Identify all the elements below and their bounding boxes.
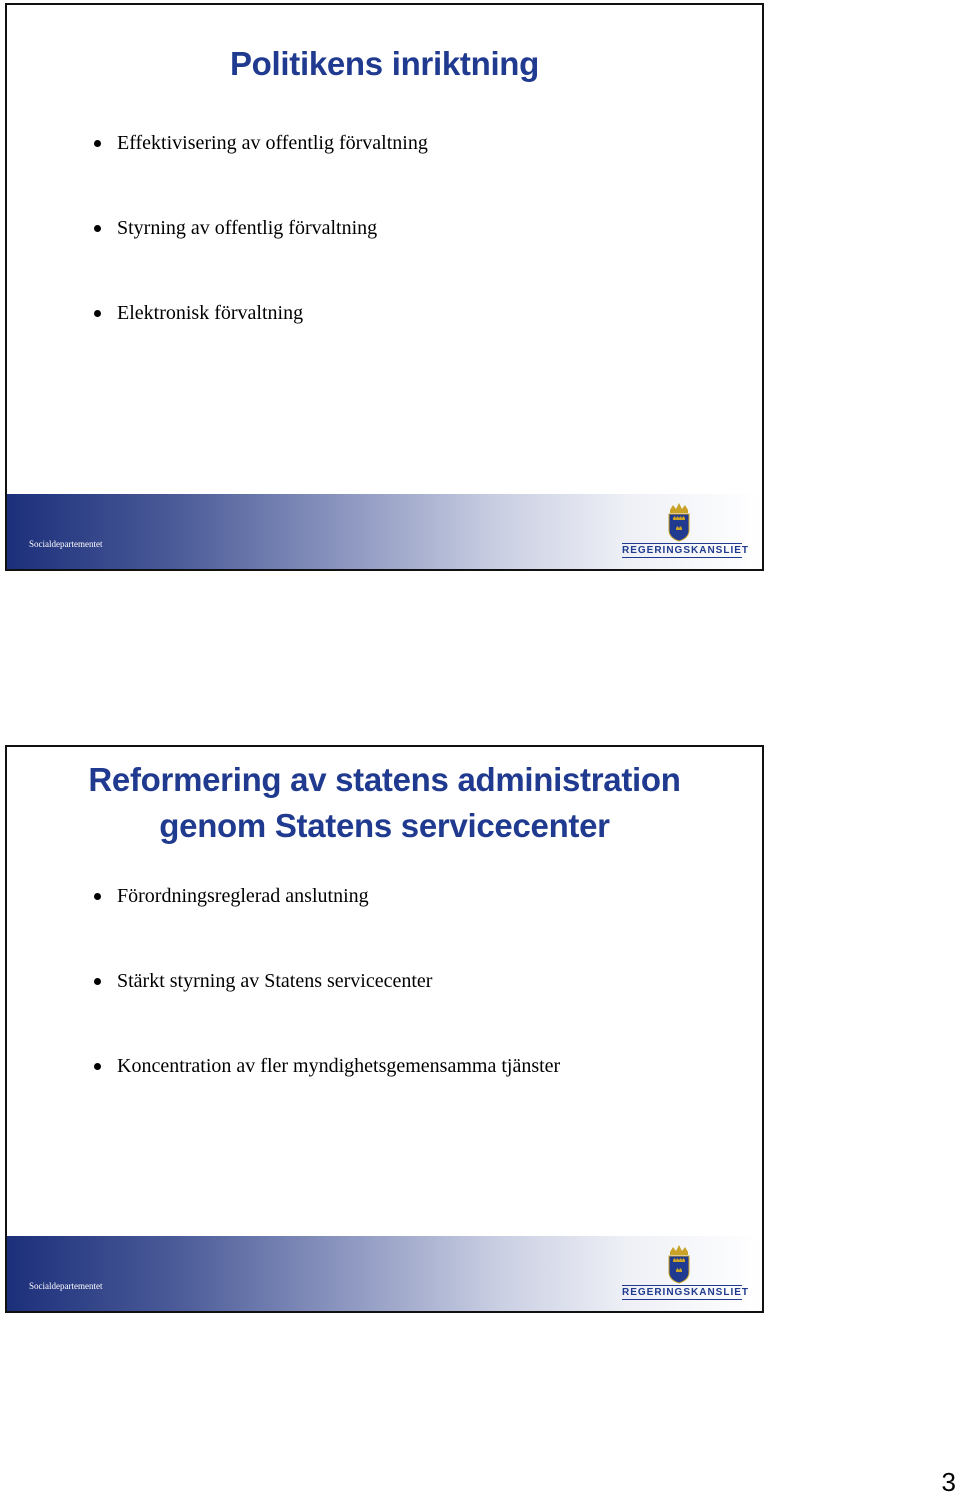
slide-footer	[7, 494, 762, 569]
bullet-item	[7, 1052, 762, 1137]
bullet-list	[7, 882, 762, 1137]
slide-title-line: Politikens inriktning	[229, 45, 540, 82]
bullet-item	[7, 129, 762, 214]
bullet-list	[7, 129, 762, 384]
slide-2	[5, 745, 764, 1313]
logo-rule	[622, 557, 742, 558]
page-number: 3	[941, 1467, 956, 1497]
bullet-text: Stärkt styrning av Statens servicecenter	[117, 970, 433, 992]
bullet-text: Effektivisering av offentlig förvaltning	[117, 132, 428, 154]
department-label: Socialdepartementet	[29, 1281, 103, 1291]
slide-1	[5, 3, 764, 571]
department-label: Socialdepartementet	[29, 539, 103, 549]
bullet-dot-icon	[94, 1063, 101, 1070]
bullet-text: Elektronisk förvaltning	[117, 302, 304, 324]
slide-title	[7, 757, 762, 849]
bullet-text: Förordningsreglerad anslutning	[117, 885, 369, 907]
bullet-dot-icon	[94, 225, 101, 232]
regeringskansliet-logo	[622, 1244, 750, 1300]
bullet-item	[7, 967, 762, 1052]
slide-title-line: genom Statens servicecenter	[159, 807, 610, 844]
logo-rule	[622, 543, 742, 544]
bullet-item	[7, 882, 762, 967]
three-crowns-crest-icon	[666, 1244, 692, 1284]
three-crowns-crest-icon	[666, 502, 692, 542]
logo-wordmark: REGERINGSKANSLIET	[622, 1287, 750, 1298]
bullet-item	[7, 299, 762, 384]
regeringskansliet-logo	[622, 502, 750, 558]
bullet-text: Styrning av offentlig förvaltning	[117, 217, 378, 239]
slide-footer	[7, 1236, 762, 1311]
bullet-text: Koncentration av fler myndighetsgemensamma tjänster	[117, 1055, 561, 1077]
slide-title-line: Reformering av statens administration	[88, 761, 681, 798]
slide-title	[7, 41, 762, 87]
bullet-dot-icon	[94, 310, 101, 317]
bullet-item	[7, 214, 762, 299]
logo-rule	[622, 1285, 742, 1286]
bullet-dot-icon	[94, 893, 101, 900]
logo-wordmark: REGERINGSKANSLIET	[622, 545, 750, 556]
bullet-dot-icon	[94, 978, 101, 985]
bullet-dot-icon	[94, 140, 101, 147]
logo-rule	[622, 1299, 742, 1300]
